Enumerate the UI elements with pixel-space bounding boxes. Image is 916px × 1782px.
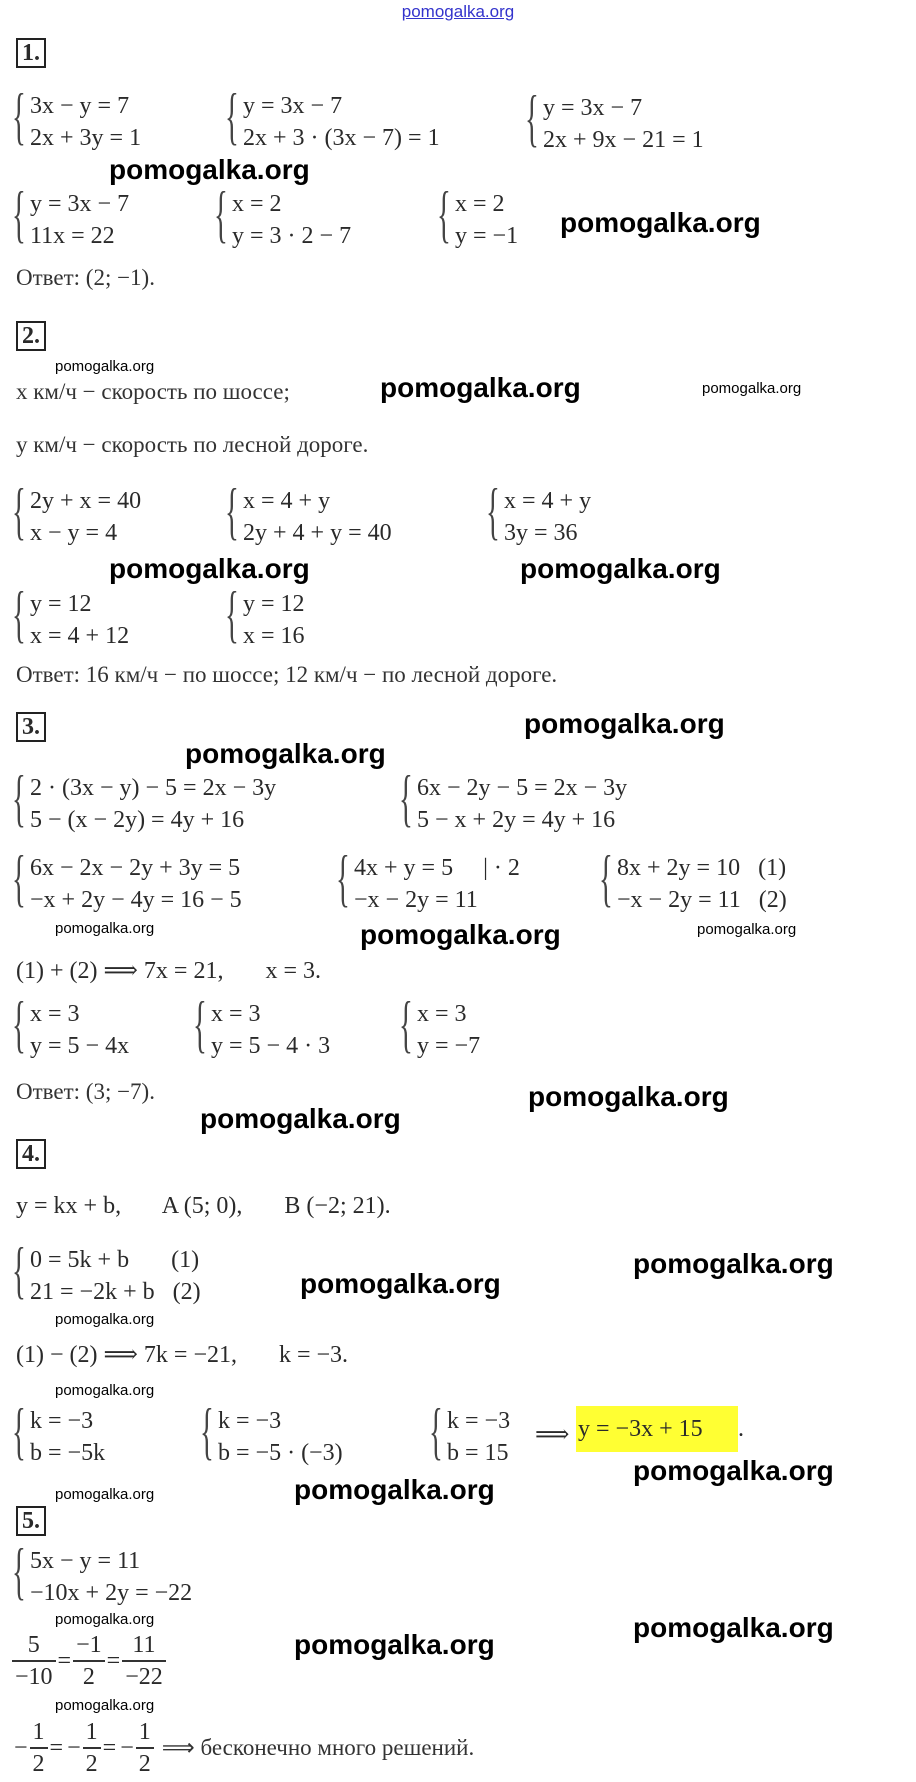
watermark: pomogalka.org — [633, 1612, 834, 1643]
brace-icon: { — [336, 842, 350, 913]
brace-icon: { — [225, 578, 239, 649]
halves-equality — [12, 1717, 476, 1779]
brace-icon: { — [12, 578, 26, 649]
equation-system — [486, 475, 592, 549]
watermark: pomogalka.org — [185, 738, 386, 769]
equation: y = −1 — [455, 223, 519, 249]
problem-number-5: 5. — [16, 1506, 46, 1536]
equation: 6x − 2x − 2y + 3y = 5 — [30, 855, 241, 881]
equation: 8x + 2y = 10 (1) — [617, 855, 787, 881]
brace-icon: { — [12, 762, 26, 833]
equation-system — [225, 80, 440, 154]
given-points: y = kx + b, A (5; 0), B (−2; 21). — [16, 1193, 391, 1219]
equation-system — [200, 1395, 343, 1469]
watermark: pomogalka.org — [633, 1455, 834, 1486]
equation: 5 − (x − 2y) = 4y + 16 — [30, 807, 245, 833]
numerator: 1 — [138, 1719, 151, 1745]
denominator: 2 — [73, 1660, 105, 1692]
equation: 2y + x = 40 — [30, 488, 142, 514]
equation-system — [12, 842, 242, 916]
watermark: pomogalka.org — [55, 1611, 155, 1628]
equation-system — [525, 82, 704, 156]
brace-icon: { — [12, 1535, 26, 1606]
equation-system — [193, 988, 331, 1062]
equation: b = 15 — [447, 1440, 509, 1466]
equation: y = 3x − 7 — [243, 93, 343, 119]
watermark: pomogalka.org — [109, 553, 310, 584]
watermark: pomogalka.org — [520, 553, 721, 584]
equation-system — [12, 578, 130, 652]
equation: x − y = 4 — [30, 520, 118, 546]
fraction — [136, 1717, 154, 1779]
equation: y = 3x − 7 — [543, 95, 643, 121]
fraction — [83, 1717, 101, 1779]
equation-system — [429, 1395, 511, 1469]
equation: x = 3 — [417, 1001, 467, 1027]
brace-icon: { — [12, 842, 26, 913]
brace-icon: { — [214, 178, 228, 249]
watermark: pomogalka.org — [294, 1474, 495, 1505]
equation-system — [225, 475, 392, 549]
brace-icon: { — [429, 1395, 443, 1466]
combination-step: (1) + (2) ⟹ 7x = 21, x = 3. — [16, 958, 321, 984]
numerator: 5 — [27, 1632, 40, 1658]
equation: 5x − y = 11 — [30, 1548, 141, 1574]
brace-icon: { — [12, 1234, 26, 1305]
equation: 2y + 4 + y = 40 — [243, 520, 392, 546]
watermark: pomogalka.org — [300, 1268, 501, 1299]
watermark: pomogalka.org — [524, 708, 725, 739]
equation: y = 3x − 7 — [30, 191, 130, 217]
implies-arrow: ⟹ — [535, 1422, 570, 1448]
equation-system — [214, 178, 352, 252]
equation-system — [225, 578, 305, 652]
watermark: pomogalka.org — [702, 380, 802, 397]
equation: k = −3 — [218, 1408, 282, 1434]
watermark: pomogalka.org — [697, 921, 797, 938]
variable-definition: x км/ч − скорость по шоссе; — [16, 379, 290, 404]
watermark: pomogalka.org — [633, 1248, 834, 1279]
equation: y = −7 — [417, 1033, 481, 1059]
brace-icon: { — [12, 80, 26, 151]
watermark: pomogalka.org — [55, 1697, 155, 1714]
brace-icon: { — [225, 475, 239, 546]
equation-system — [12, 475, 142, 549]
brace-icon: { — [12, 988, 26, 1059]
minus: − — [14, 1734, 28, 1761]
equation: 21 = −2k + b (2) — [30, 1279, 201, 1305]
denominator: 2 — [83, 1747, 101, 1779]
denominator: 2 — [30, 1747, 48, 1779]
equation: b = −5k — [30, 1440, 106, 1466]
equation: 2x + 3y = 1 — [30, 125, 142, 151]
fraction — [12, 1630, 56, 1692]
equation: −x − 2y = 11 (2) — [617, 887, 787, 913]
watermark: pomogalka.org — [55, 1486, 155, 1503]
equation: 3x − y = 7 — [30, 93, 130, 119]
watermark: pomogalka.org — [380, 372, 581, 403]
watermark: pomogalka.org — [55, 920, 155, 937]
brace-icon: { — [599, 842, 613, 913]
equation: b = −5 · (−3) — [218, 1440, 343, 1466]
problem-number-1: 1. — [16, 38, 46, 68]
equals: = — [57, 1647, 72, 1674]
equation-system — [12, 178, 130, 252]
watermark: pomogalka.org — [200, 1103, 401, 1134]
watermark: pomogalka.org — [109, 154, 310, 185]
equation: 0 = 5k + b (1) — [30, 1247, 200, 1273]
site-link[interactable]: pomogalka.org — [401, 2, 515, 21]
equation-system — [399, 762, 628, 836]
brace-icon: { — [399, 762, 413, 833]
brace-icon: { — [12, 178, 26, 249]
watermark: pomogalka.org — [55, 1311, 155, 1328]
answer: Ответ: 16 км/ч − по шоссе; 12 км/ч − по лесной дороге. — [16, 662, 558, 687]
minus: − — [120, 1734, 134, 1761]
problem-number-3: 3. — [16, 712, 46, 742]
equation-system — [12, 1395, 106, 1469]
equals: = — [102, 1734, 117, 1761]
denominator: −10 — [12, 1660, 56, 1692]
brace-icon: { — [193, 988, 207, 1059]
brace-icon: { — [225, 80, 239, 151]
brace-icon: { — [525, 82, 539, 153]
equation-system — [336, 842, 520, 916]
equation-system — [399, 988, 481, 1062]
equation-system — [12, 762, 277, 836]
equation: 2x + 9x − 21 = 1 — [543, 127, 704, 153]
equation-system — [599, 842, 787, 916]
watermark: pomogalka.org — [528, 1081, 729, 1112]
brace-icon: { — [12, 475, 26, 546]
equation: −x − 2y = 11 — [354, 887, 478, 913]
equation: k = −3 — [30, 1408, 94, 1434]
fraction — [30, 1717, 48, 1779]
equals: = — [49, 1734, 64, 1761]
brace-icon: { — [486, 475, 500, 546]
equation-system — [12, 1535, 193, 1609]
conclusion: ⟹ бесконечно много решений. — [161, 1735, 475, 1760]
denominator: 2 — [136, 1747, 154, 1779]
equation: x = 2 — [455, 191, 505, 217]
brace-icon: { — [399, 988, 413, 1059]
numerator: 1 — [85, 1719, 98, 1745]
equation: 2 · (3x − y) − 5 = 2x − 3y — [30, 775, 277, 801]
equation: y = 12 — [243, 591, 305, 617]
equation-system — [12, 988, 130, 1062]
numerator: 11 — [132, 1632, 156, 1658]
equation: y = 12 — [30, 591, 92, 617]
equation: y = 3 · 2 − 7 — [232, 223, 352, 249]
watermark: pomogalka.org — [55, 358, 155, 375]
result-period: . — [738, 1416, 744, 1442]
problem-number-2: 2. — [16, 321, 46, 351]
equation: 4x + y = 5 | · 2 — [354, 855, 520, 881]
watermark: pomogalka.org — [294, 1629, 495, 1660]
numerator: 1 — [32, 1719, 45, 1745]
watermark: pomogalka.org — [55, 1382, 155, 1399]
equation: −10x + 2y = −22 — [30, 1580, 193, 1606]
equation: 6x − 2y − 5 = 2x − 3y — [417, 775, 628, 801]
fraction — [122, 1630, 166, 1692]
equation: y = 5 − 4 · 3 — [211, 1033, 331, 1059]
equation: 2x + 3 · (3x − 7) = 1 — [243, 125, 440, 151]
equation: x = 3 — [211, 1001, 261, 1027]
equation: k = −3 — [447, 1408, 511, 1434]
equation: x = 3 — [30, 1001, 80, 1027]
problem-number-4: 4. — [16, 1139, 46, 1169]
brace-icon: { — [437, 178, 451, 249]
equation: y = 5 − 4x — [30, 1033, 130, 1059]
brace-icon: { — [200, 1395, 214, 1466]
equation: −x + 2y − 4y = 16 − 5 — [30, 887, 242, 913]
equation-system — [12, 80, 142, 154]
equation: 3y = 36 — [504, 520, 578, 546]
fraction-equality — [12, 1630, 166, 1692]
combination-step: (1) − (2) ⟹ 7k = −21, k = −3. — [16, 1342, 349, 1368]
equation-system — [437, 178, 519, 252]
equation: x = 4 + y — [243, 488, 331, 514]
answer: Ответ: (3; −7). — [16, 1079, 155, 1104]
equation: 11x = 22 — [30, 223, 115, 249]
denominator: −22 — [122, 1660, 166, 1692]
brace-icon: { — [12, 1395, 26, 1466]
watermark: pomogalka.org — [360, 919, 561, 950]
equation: 5 − x + 2y = 4y + 16 — [417, 807, 616, 833]
fraction — [73, 1630, 105, 1692]
variable-definition: y км/ч − скорость по лесной дороге. — [16, 432, 369, 457]
result-equation: y = −3x + 15 — [578, 1416, 703, 1442]
answer: Ответ: (2; −1). — [16, 265, 155, 290]
minus: − — [67, 1734, 81, 1761]
equation-system — [12, 1234, 201, 1308]
equation: x = 2 — [232, 191, 282, 217]
equation: x = 4 + y — [504, 488, 592, 514]
equation: x = 16 — [243, 623, 305, 649]
numerator: −1 — [76, 1632, 102, 1658]
equals: = — [106, 1647, 121, 1674]
equation: x = 4 + 12 — [30, 623, 130, 649]
watermark: pomogalka.org — [560, 207, 761, 238]
